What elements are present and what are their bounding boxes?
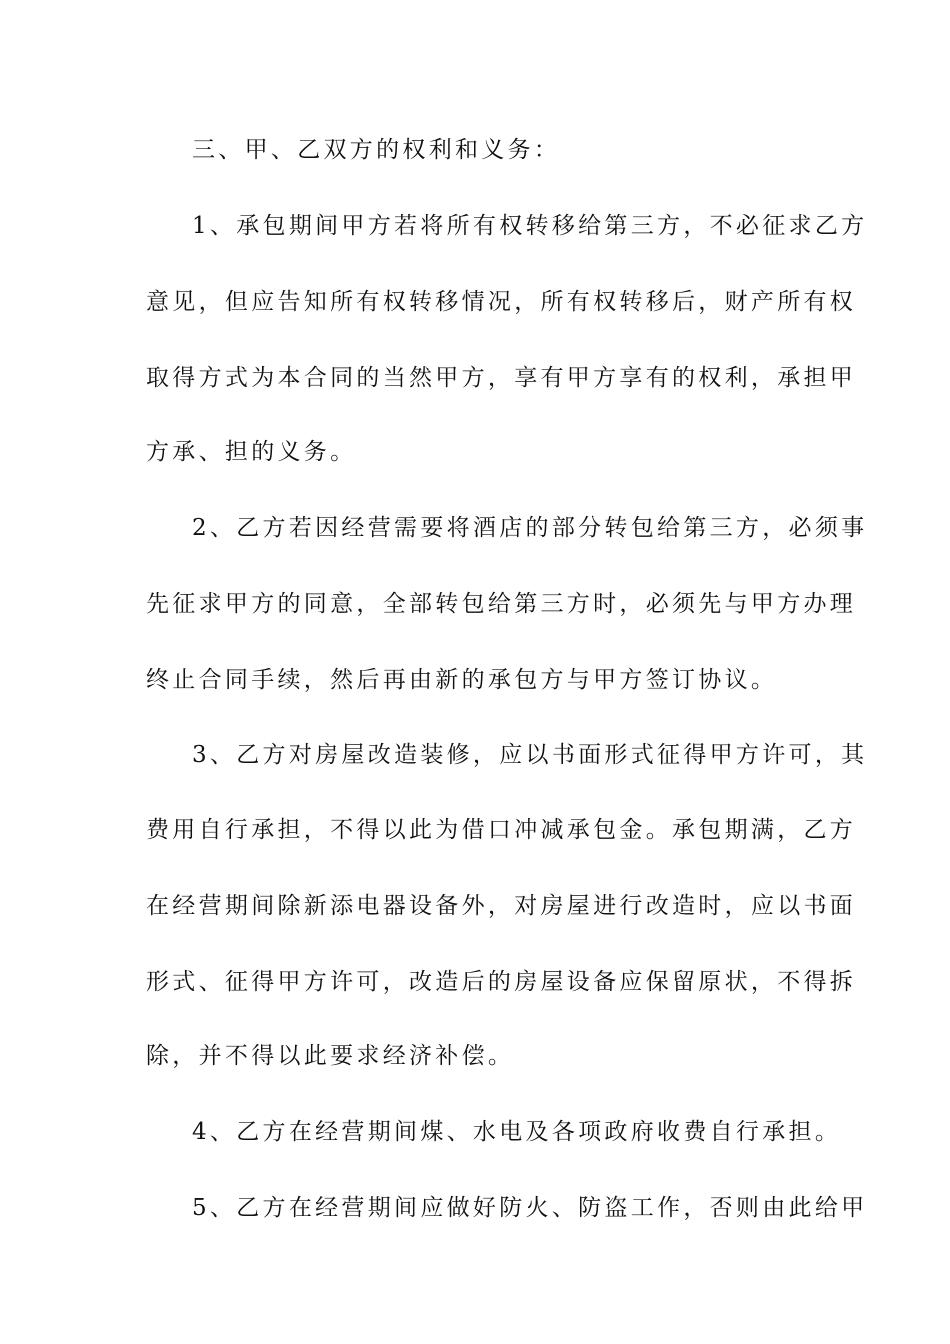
clause-5-line-1: 5、乙方在经营期间应做好防火、防盗工作，否则由此给甲 [192, 1195, 868, 1221]
clause-2-line-2: 先征求甲方的同意，全部转包给第三方时，必须先与甲方办理 [146, 591, 857, 617]
clause-2-line-1: 2、乙方若因经营需要将酒店的部分转包给第三方，必须事 [192, 515, 868, 541]
clause-3-line-3: 在经营期间除新添电器设备外，对房屋进行改造时，应以书面 [146, 893, 857, 919]
clause-1-line-2: 意见，但应告知所有权转移情况，所有权转移后，财产所有权 [146, 289, 857, 315]
section-heading: 三、甲、乙双方的权利和义务： [192, 137, 561, 163]
clause-1-line-4: 方承、担的义务。 [146, 439, 357, 465]
clause-2-line-3: 终止合同手续，然后再由新的承包方与甲方签订协议。 [146, 667, 778, 693]
clause-1-line-1: 1、承包期间甲方若将所有权转移给第三方，不必征求乙方 [192, 213, 868, 239]
clause-1-line-3: 取得方式为本合同的当然甲方，享有甲方享有的权利，承担甲 [146, 365, 857, 391]
clause-3-line-5: 除，并不得以此要求经济补偿。 [146, 1043, 515, 1069]
clause-3-line-4: 形式、征得甲方许可，改造后的房屋设备应保留原状，不得拆 [146, 969, 857, 995]
clause-4-line-1: 4、乙方在经营期间煤、水电及各项政府收费自行承担。 [192, 1119, 842, 1145]
clause-3-line-1: 3、乙方对房屋改造装修，应以书面形式征得甲方许可，其 [192, 742, 868, 768]
clause-3-line-2: 费用自行承担，不得以此为借口冲减承包金。承包期满，乙方 [146, 817, 857, 843]
